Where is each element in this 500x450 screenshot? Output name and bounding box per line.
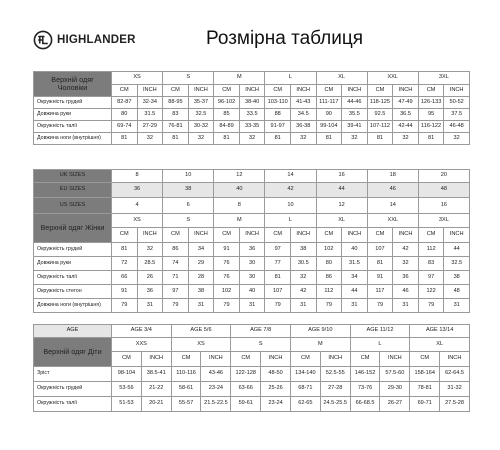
size-header-cell: XL — [316, 72, 367, 85]
measurement-value: 37.5 — [444, 109, 470, 121]
age-cell: AGE 7/8 — [231, 325, 291, 338]
measurement-value: 88 — [265, 109, 291, 121]
unit-cm-cell: CM — [316, 85, 342, 97]
measurement-value: 35.5 — [342, 109, 368, 121]
measurement-value: 90 — [316, 109, 342, 121]
measurement-row — [34, 299, 470, 313]
measurement-value: 36-38 — [290, 121, 316, 133]
measurement-value: 84-89 — [214, 121, 240, 133]
measurement-value: 122-128 — [231, 367, 261, 382]
size-header-cell: XXL — [367, 72, 418, 85]
measurement-value: 83 — [163, 109, 189, 121]
measurement-value: 28 — [188, 271, 214, 285]
measurement-value: 41-43 — [290, 97, 316, 109]
measurement-value: 103-110 — [265, 97, 291, 109]
unit-cm-cell: CM — [410, 352, 440, 367]
measurement-value: 46-48 — [444, 121, 470, 133]
unit-cm-cell: CM — [171, 352, 201, 367]
unit-cm-cell: CM — [350, 352, 380, 367]
measurement-value: 38 — [290, 243, 316, 257]
us-size-cell: 10 — [265, 198, 316, 214]
measurement-value: 38.5-41 — [141, 367, 171, 382]
unit-cm-cell: CM — [214, 85, 240, 97]
measurement-row — [34, 397, 470, 412]
measurement-value: 32 — [393, 257, 419, 271]
measurement-value: 102 — [214, 285, 240, 299]
measurement-value: 31 — [137, 299, 163, 313]
measurement-value: 25-26 — [261, 382, 291, 397]
age-cell: AGE 9/10 — [290, 325, 350, 338]
measurement-value: 30-32 — [188, 121, 214, 133]
measurement-value: 73-76 — [350, 382, 380, 397]
measurement-value: 48 — [444, 285, 470, 299]
measurement-value: 32 — [137, 243, 163, 257]
men-category-header: Верхній одяг Чоловіки — [34, 72, 112, 97]
unit-inch-cell: INCH — [137, 228, 163, 243]
unit-cm-cell: CM — [112, 85, 138, 97]
measurement-value: 76-81 — [163, 121, 189, 133]
measurement-value: 32 — [444, 133, 470, 145]
eu-sizes-row — [34, 183, 470, 198]
measurement-value: 86 — [316, 271, 342, 285]
unit-cm-cell: CM — [367, 228, 393, 243]
measurement-row — [34, 367, 470, 382]
unit-cm-cell: CM — [112, 352, 142, 367]
measurement-value: 26 — [137, 271, 163, 285]
measurement-value: 29 — [188, 257, 214, 271]
measurement-value: 44 — [342, 285, 368, 299]
men-size-table — [33, 71, 470, 145]
size-header-cell: XL — [316, 214, 367, 228]
measurement-value: 32 — [393, 133, 419, 145]
unit-cm-cell: CM — [163, 85, 189, 97]
measurement-value: 36 — [137, 285, 163, 299]
measurement-value: 91 — [214, 243, 240, 257]
measurement-value: 81 — [316, 133, 342, 145]
age-cell: AGE 5/6 — [171, 325, 231, 338]
measurement-value: 96-102 — [214, 97, 240, 109]
measurement-value: 81 — [112, 243, 138, 257]
kids-size-header-row — [34, 338, 470, 352]
measurement-value: 30 — [239, 271, 265, 285]
measurement-value: 57.5-60 — [380, 367, 410, 382]
unit-inch-cell: INCH — [444, 228, 470, 243]
measurement-value: 20-21 — [141, 397, 171, 412]
kids-size-table — [33, 324, 470, 412]
uk-sizes-label: UK SIZES — [34, 170, 112, 183]
measurement-value: 44 — [444, 243, 470, 257]
measurement-value: 38 — [444, 271, 470, 285]
unit-inch-cell: INCH — [141, 352, 171, 367]
measurement-value: 126-133 — [418, 97, 444, 109]
measurement-value: 134-140 — [290, 367, 320, 382]
measurement-value: 107 — [367, 243, 393, 257]
page-header — [0, 0, 500, 60]
measurement-label: Окружність талії — [34, 271, 112, 285]
measurement-value: 122 — [418, 285, 444, 299]
unit-cm-cell: CM — [112, 228, 138, 243]
measurement-value: 36.5 — [393, 109, 419, 121]
measurement-value: 97 — [265, 243, 291, 257]
measurement-value: 23-24 — [201, 382, 231, 397]
measurement-value: 72 — [112, 257, 138, 271]
measurement-value: 107 — [265, 285, 291, 299]
size-header-cell: XXL — [367, 214, 418, 228]
measurement-label: Довжина ноги (внутрішня) — [34, 133, 112, 145]
women-data-rows — [34, 243, 470, 313]
measurement-value: 31.5 — [137, 109, 163, 121]
measurement-row — [34, 243, 470, 257]
measurement-value: 32 — [137, 133, 163, 145]
measurement-value: 43-46 — [201, 367, 231, 382]
measurement-value: 81 — [112, 133, 138, 145]
measurement-row — [34, 271, 470, 285]
measurement-value: 27-28 — [320, 382, 350, 397]
measurement-value: 99-104 — [316, 121, 342, 133]
measurement-value: 81 — [265, 133, 291, 145]
uk-size-cell: 14 — [265, 170, 316, 183]
measurement-value: 81 — [367, 133, 393, 145]
measurement-value: 77 — [265, 257, 291, 271]
size-header-cell: M — [290, 338, 350, 352]
measurement-value: 91 — [112, 285, 138, 299]
unit-inch-cell: INCH — [239, 85, 265, 97]
measurement-value: 32.5 — [188, 109, 214, 121]
measurement-label: Окружність талії — [34, 121, 112, 133]
unit-cm-cell: CM — [231, 352, 261, 367]
measurement-label: Окружність грудей — [34, 243, 112, 257]
measurement-value: 92.5 — [367, 109, 393, 121]
measurement-value: 81 — [367, 257, 393, 271]
women-category-header: Верхній одяг Жінки — [34, 214, 112, 243]
measurement-value: 81 — [214, 133, 240, 145]
measurement-value: 88-95 — [163, 97, 189, 109]
measurement-value: 32 — [342, 133, 368, 145]
measurement-value: 34 — [188, 243, 214, 257]
size-header-cell: M — [214, 72, 265, 85]
eu-size-cell: 46 — [367, 183, 418, 198]
unit-inch-cell: INCH — [440, 352, 470, 367]
size-header-cell: XL — [410, 338, 470, 352]
us-size-cell: 8 — [214, 198, 265, 214]
measurement-value: 76 — [214, 271, 240, 285]
measurement-value: 32 — [290, 271, 316, 285]
measurement-value: 116-122 — [418, 121, 444, 133]
size-header-cell: XS — [171, 338, 231, 352]
measurement-value: 39-41 — [342, 121, 368, 133]
unit-inch-cell: INCH — [444, 85, 470, 97]
measurement-value: 29-30 — [380, 382, 410, 397]
uk-size-cell: 18 — [367, 170, 418, 183]
eu-size-cell: 44 — [316, 183, 367, 198]
measurement-row — [34, 97, 470, 109]
us-sizes-label: US SIZES — [34, 198, 112, 214]
unit-cm-cell: CM — [316, 228, 342, 243]
uk-size-cell: 20 — [418, 170, 469, 183]
measurement-value: 55-57 — [171, 397, 201, 412]
size-header-cell: S — [231, 338, 291, 352]
measurement-value: 30.5 — [290, 257, 316, 271]
measurement-value: 81 — [265, 271, 291, 285]
brand-logo — [33, 30, 136, 50]
measurement-value: 47-49 — [393, 97, 419, 109]
us-size-cell: 14 — [367, 198, 418, 214]
measurement-value: 32 — [290, 133, 316, 145]
measurement-value: 146-152 — [350, 367, 380, 382]
measurement-value: 34.5 — [290, 109, 316, 121]
size-header-cell: S — [163, 72, 214, 85]
measurement-value: 30 — [239, 257, 265, 271]
measurement-value: 97 — [163, 285, 189, 299]
measurement-value: 34 — [342, 271, 368, 285]
measurement-value: 79 — [316, 299, 342, 313]
unit-inch-cell: INCH — [290, 85, 316, 97]
measurement-value: 78-81 — [410, 382, 440, 397]
us-size-cell: 16 — [418, 198, 469, 214]
measurement-value: 81 — [418, 133, 444, 145]
measurement-value: 102 — [316, 243, 342, 257]
measurement-value: 36 — [239, 243, 265, 257]
size-header-cell: 3XL — [418, 72, 469, 85]
measurement-value: 31-32 — [440, 382, 470, 397]
unit-inch-cell: INCH — [342, 228, 368, 243]
measurement-value: 80 — [112, 109, 138, 121]
measurement-value: 59-61 — [231, 397, 261, 412]
measurement-row — [34, 121, 470, 133]
measurement-value: 79 — [367, 299, 393, 313]
uk-size-cell: 12 — [214, 170, 265, 183]
measurement-value: 32-34 — [137, 97, 163, 109]
unit-cm-cell: CM — [265, 228, 291, 243]
size-header-cell: S — [163, 214, 214, 228]
measurement-value: 68-71 — [290, 382, 320, 397]
measurement-value: 52.5-55 — [320, 367, 350, 382]
unit-inch-cell: INCH — [137, 85, 163, 97]
measurement-value: 158-164 — [410, 367, 440, 382]
measurement-value: 51-53 — [112, 397, 142, 412]
measurement-value: 31 — [290, 299, 316, 313]
measurement-value: 85 — [214, 109, 240, 121]
measurement-value: 111-117 — [316, 97, 342, 109]
highlander-logo-icon — [33, 30, 53, 50]
measurement-value: 71 — [163, 271, 189, 285]
measurement-value: 107-112 — [367, 121, 393, 133]
unit-inch-cell: INCH — [201, 352, 231, 367]
measurement-value: 91-97 — [265, 121, 291, 133]
measurement-value: 36 — [393, 271, 419, 285]
unit-cm-cell: CM — [367, 85, 393, 97]
size-header-cell: M — [214, 214, 265, 228]
unit-inch-cell: INCH — [393, 228, 419, 243]
measurement-label: Окружність грудей — [34, 382, 112, 397]
measurement-value: 117 — [367, 285, 393, 299]
measurement-value: 21-22 — [141, 382, 171, 397]
measurement-value: 38-40 — [239, 97, 265, 109]
unit-inch-cell: INCH — [393, 85, 419, 97]
measurement-value: 42 — [290, 285, 316, 299]
measurement-value: 80 — [316, 257, 342, 271]
unit-cm-cell: CM — [163, 228, 189, 243]
measurement-value: 32 — [188, 133, 214, 145]
measurement-value: 31 — [393, 299, 419, 313]
measurement-value: 46 — [393, 285, 419, 299]
measurement-value: 32 — [239, 133, 265, 145]
unit-inch-cell: INCH — [261, 352, 291, 367]
measurement-value: 69-74 — [112, 121, 138, 133]
us-size-cell: 12 — [316, 198, 367, 214]
measurement-value: 33-35 — [239, 121, 265, 133]
uk-sizes-row — [34, 170, 470, 183]
measurement-label: Довжина руки — [34, 109, 112, 121]
measurement-label: Зріст — [34, 367, 112, 382]
measurement-label: Довжина руки — [34, 257, 112, 271]
measurement-value: 82-87 — [112, 97, 138, 109]
men-size-header-row — [34, 72, 470, 85]
measurement-value: 31 — [188, 299, 214, 313]
measurement-value: 76 — [214, 257, 240, 271]
unit-inch-cell: INCH — [342, 85, 368, 97]
measurement-value: 81 — [163, 133, 189, 145]
measurement-value: 23-24 — [261, 397, 291, 412]
measurement-value: 35-37 — [188, 97, 214, 109]
kids-category-header: Верхній одяг Діти — [34, 338, 112, 367]
brand-name: HIGHLANDER — [57, 34, 136, 46]
measurement-value: 118-125 — [367, 97, 393, 109]
measurement-value: 74 — [163, 257, 189, 271]
measurement-label: Окружність стегон — [34, 285, 112, 299]
measurement-value: 27.5-28 — [440, 397, 470, 412]
measurement-value: 66-68.5 — [350, 397, 380, 412]
measurement-value: 83 — [418, 257, 444, 271]
size-header-cell: L — [265, 214, 316, 228]
measurement-label: Окружність грудей — [34, 97, 112, 109]
us-size-cell: 4 — [112, 198, 163, 214]
women-size-table — [33, 169, 470, 313]
unit-cm-cell: CM — [290, 352, 320, 367]
measurement-value: 97 — [418, 271, 444, 285]
size-header-cell: XS — [112, 72, 163, 85]
measurement-value: 42-44 — [393, 121, 419, 133]
eu-sizes-label: EU SIZES — [34, 183, 112, 198]
unit-inch-cell: INCH — [380, 352, 410, 367]
eu-size-cell: 48 — [418, 183, 469, 198]
measurement-row — [34, 133, 470, 145]
size-header-cell: 3XL — [418, 214, 469, 228]
unit-cm-cell: CM — [265, 85, 291, 97]
uk-size-cell: 10 — [163, 170, 214, 183]
measurement-row — [34, 382, 470, 397]
unit-cm-cell: CM — [214, 228, 240, 243]
age-row — [34, 325, 470, 338]
measurement-value: 69-71 — [410, 397, 440, 412]
page-title: Розмірна таблиця — [206, 28, 364, 49]
unit-inch-cell: INCH — [188, 228, 214, 243]
measurement-value: 44-46 — [342, 97, 368, 109]
measurement-value: 26-27 — [380, 397, 410, 412]
women-size-header-row — [34, 214, 470, 228]
age-cell: AGE 3/4 — [112, 325, 172, 338]
age-cell: AGE 11/12 — [350, 325, 410, 338]
measurement-row — [34, 285, 470, 299]
measurement-value: 79 — [214, 299, 240, 313]
measurement-value: 62-64.5 — [440, 367, 470, 382]
unit-cm-cell: CM — [418, 228, 444, 243]
us-size-cell: 6 — [163, 198, 214, 214]
uk-size-cell: 8 — [112, 170, 163, 183]
measurement-value: 62-65 — [290, 397, 320, 412]
measurement-value: 50-52 — [444, 97, 470, 109]
measurement-value: 58-61 — [171, 382, 201, 397]
uk-size-cell: 16 — [316, 170, 367, 183]
unit-cm-cell: CM — [418, 85, 444, 97]
measurement-value: 95 — [418, 109, 444, 121]
measurement-value: 79 — [418, 299, 444, 313]
men-data-rows — [34, 97, 470, 145]
measurement-value: 53-56 — [112, 382, 142, 397]
measurement-value: 98-104 — [112, 367, 142, 382]
measurement-value: 38 — [188, 285, 214, 299]
measurement-value: 112 — [316, 285, 342, 299]
measurement-value: 110-116 — [171, 367, 201, 382]
unit-inch-cell: INCH — [320, 352, 350, 367]
measurement-value: 112 — [418, 243, 444, 257]
measurement-row — [34, 109, 470, 121]
measurement-value: 79 — [265, 299, 291, 313]
measurement-label: Довжина ноги (внутрішня) — [34, 299, 112, 313]
measurement-value: 31.5 — [342, 257, 368, 271]
measurement-value: 40 — [239, 285, 265, 299]
measurement-value: 48-50 — [261, 367, 291, 382]
measurement-value: 24.5-25.5 — [320, 397, 350, 412]
measurement-value: 40 — [342, 243, 368, 257]
eu-size-cell: 40 — [214, 183, 265, 198]
measurement-value: 63-66 — [231, 382, 261, 397]
size-header-cell: L — [350, 338, 410, 352]
measurement-value: 32.5 — [444, 257, 470, 271]
unit-inch-cell: INCH — [290, 228, 316, 243]
measurement-label: Окружність талії — [34, 397, 112, 412]
measurement-value: 79 — [163, 299, 189, 313]
measurement-value: 21.5-22.5 — [201, 397, 231, 412]
measurement-value: 66 — [112, 271, 138, 285]
size-header-cell: XXS — [112, 338, 172, 352]
age-label: AGE — [34, 325, 112, 338]
size-header-cell: L — [265, 72, 316, 85]
measurement-value: 31 — [444, 299, 470, 313]
measurement-value: 31 — [239, 299, 265, 313]
measurement-value: 31 — [342, 299, 368, 313]
measurement-row — [34, 257, 470, 271]
measurement-value: 33.5 — [239, 109, 265, 121]
unit-inch-cell: INCH — [239, 228, 265, 243]
eu-size-cell: 38 — [163, 183, 214, 198]
eu-size-cell: 42 — [265, 183, 316, 198]
measurement-value: 42 — [393, 243, 419, 257]
size-header-cell: XS — [112, 214, 163, 228]
measurement-value: 79 — [112, 299, 138, 313]
measurement-value: 28.5 — [137, 257, 163, 271]
measurement-value: 86 — [163, 243, 189, 257]
measurement-value: 27-29 — [137, 121, 163, 133]
unit-inch-cell: INCH — [188, 85, 214, 97]
measurement-value: 91 — [367, 271, 393, 285]
age-cell: AGE 13/14 — [410, 325, 470, 338]
kids-data-rows — [34, 367, 470, 412]
eu-size-cell: 36 — [112, 183, 163, 198]
us-sizes-row — [34, 198, 470, 214]
